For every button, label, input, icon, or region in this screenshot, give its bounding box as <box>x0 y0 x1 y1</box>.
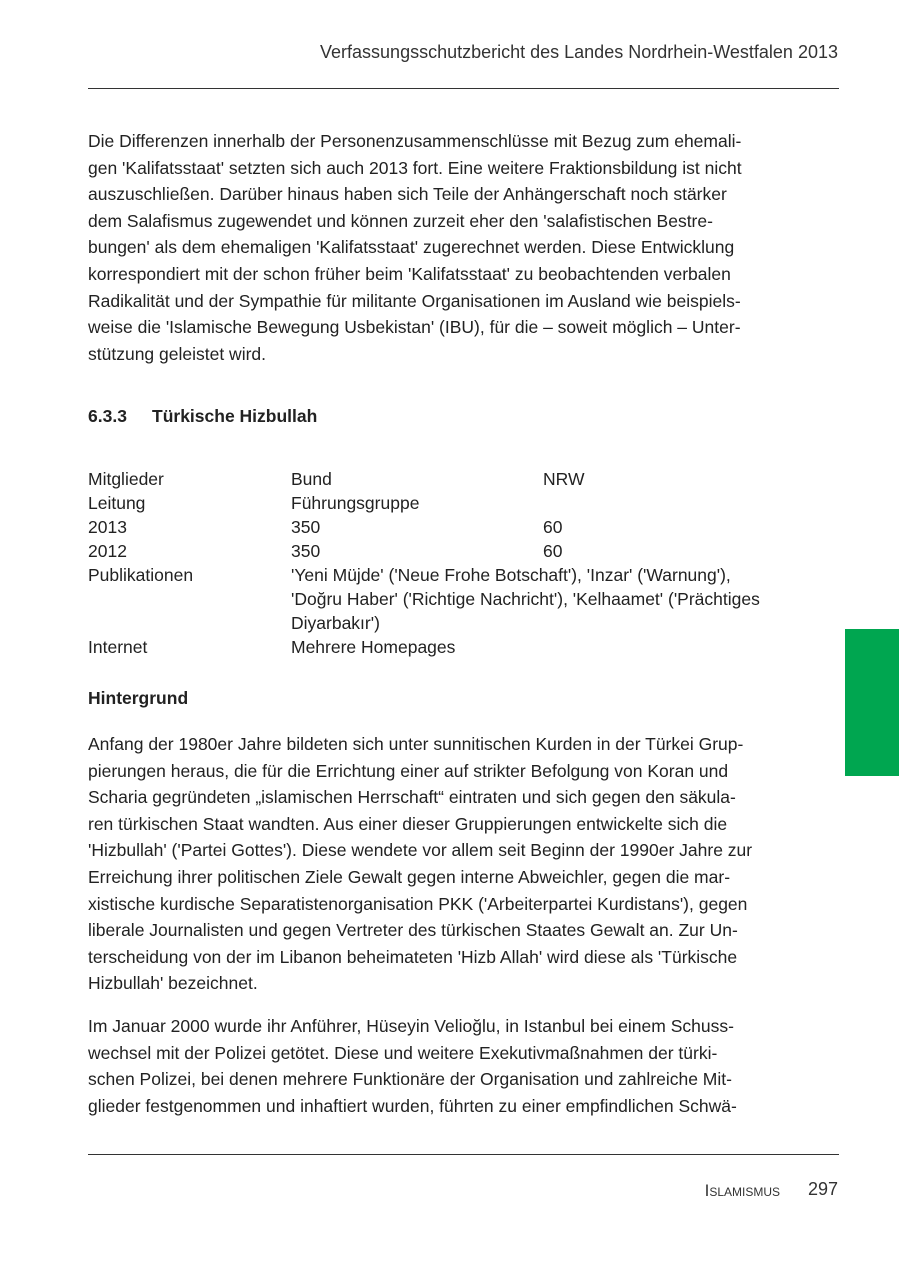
page-number: 297 <box>807 1179 838 1199</box>
intro-paragraph <box>88 128 798 367</box>
paragraph-line: korrespondiert mit der schon früher beim 'Kalifatsstaat' zu beobachtenden verbalen <box>88 263 731 284</box>
paragraph-line: 'Hizbullah' ('Partei Gottes'). Diese wendete vor allem seit Beginn der 1990er Jahre zur <box>88 840 753 861</box>
paragraph-line: wechsel mit der Polizei getötet. Diese und weitere Exekutivmaßnahmen der türki- <box>88 1042 718 1063</box>
publication-line: 'Doğru Haber' ('Richtige Nachricht'), 'Kelhaamet' ('Prächtiges <box>291 589 760 609</box>
table-value-nrw: 60 <box>543 541 563 561</box>
table-label: Internet <box>88 637 148 657</box>
paragraph-line: liberale Journalisten und gegen Vertreter des türkischen Staates Gewalt an. Zur Un- <box>88 920 738 941</box>
background-paragraph-1 <box>88 731 798 997</box>
paragraph-line: bungen' als dem ehemaligen 'Kalifatsstaat' zugerechnet werden. Diese Entwicklung <box>88 237 735 258</box>
table-row-publications <box>88 563 798 635</box>
paragraph-line: gen 'Kalifatsstaat' setzten sich auch 2013 fort. Eine weitere Fraktionsbildung ist nicht <box>88 157 742 178</box>
table-value-bund: 350 <box>291 541 321 561</box>
paragraph-line: Anfang der 1980er Jahre bildeten sich unter sunnitischen Kurden in der Türkei Grup- <box>88 734 744 754</box>
paragraph-line: Erreichung ihrer politischen Ziele Gewalt gegen interne Abweichler, gegen die mar- <box>88 866 731 887</box>
footer-chapter-label: Islamismus <box>704 1181 780 1200</box>
table-value: Mehrere Homepages <box>291 637 456 657</box>
table-value-nrw: 60 <box>543 517 563 537</box>
table-row-leadership <box>88 491 798 515</box>
table-label: 2012 <box>88 541 127 561</box>
paragraph-line: Radikalität und der Sympathie für militante Organisationen im Ausland wie beispiels- <box>88 290 741 311</box>
paragraph-line: ren türkischen Staat wandten. Aus einer dieser Gruppierungen entwickelte sich die <box>88 813 728 834</box>
running-header-title: Verfassungsschutzbericht des Landes Nordrhein-Westfalen 2013 <box>320 42 838 62</box>
paragraph-line: auszuschließen. Darüber hinaus haben sich Teile der Anhängerschaft noch stärker <box>88 184 727 205</box>
table-value <box>291 563 798 635</box>
background-paragraph-2 <box>88 1013 798 1119</box>
paragraph-line: glieder festgenommen und inhaftiert wurden, führten zu einer empfindlichen Schwä- <box>88 1095 737 1116</box>
publication-line: 'Yeni Müjde' ('Neue Frohe Botschaft'), 'Inzar' ('Warnung'), <box>291 565 731 585</box>
paragraph-line: dem Salafismus zugewendet und können zurzeit eher den 'salafistischen Bestre- <box>88 210 713 231</box>
paragraph-line: Im Januar 2000 wurde ihr Anführer, Hüseyin Velioğlu, in Istanbul bei einem Schuss- <box>88 1016 734 1036</box>
table-row-members <box>88 467 798 491</box>
organization-info-table <box>88 467 798 659</box>
paragraph-line: schen Polizei, bei denen mehrere Funktionäre der Organisation und zahlreiche Mit- <box>88 1069 732 1090</box>
table-value-bund: 350 <box>291 517 321 537</box>
table-label: 2013 <box>88 517 127 537</box>
table-label: Mitglieder <box>88 469 164 489</box>
section-heading <box>88 406 317 427</box>
paragraph-line: Hizbullah' bezeichnet. <box>88 973 258 994</box>
paragraph-line: stützung geleistet wird. <box>88 343 267 364</box>
table-label: Leitung <box>88 493 146 513</box>
paragraph-line: weise die 'Islamische Bewegung Usbekistan' (IBU), für die – soweit möglich – Unter- <box>88 317 741 338</box>
table-column-bund: Bund <box>291 469 332 489</box>
table-row-internet <box>88 635 798 659</box>
table-row-2012 <box>88 539 798 563</box>
background-heading: Hintergrund <box>88 688 189 708</box>
section-title: Türkische Hizbullah <box>152 406 318 426</box>
paragraph-line: pierungen heraus, die für die Errichtung einer auf strikter Befolgung von Koran und <box>88 760 729 781</box>
paragraph-line: xistische kurdische Separatistenorganisation PKK ('Arbeiterpartei Kurdistans'), gegen <box>88 893 748 914</box>
table-column-nrw: NRW <box>543 469 585 489</box>
table-label: Publikationen <box>88 565 194 585</box>
header-divider <box>88 88 839 89</box>
paragraph-line: Scharia gegründeten „islamischen Herrschaft“ eintraten und sich gegen den säkula- <box>88 787 736 808</box>
paragraph-line: terscheidung von der im Libanon beheimateten 'Hizb Allah' wird diese als 'Türkische <box>88 946 738 967</box>
paragraph-line: Die Differenzen innerhalb der Personenzusammenschlüsse mit Bezug zum ehemali- <box>88 131 742 151</box>
publication-line: Diyarbakır') <box>291 613 380 633</box>
table-value: Führungsgruppe <box>291 493 420 513</box>
chapter-marker-tab <box>845 629 899 776</box>
table-row-2013 <box>88 515 798 539</box>
footer-divider <box>88 1154 839 1155</box>
section-number: 6.3.3 <box>88 406 127 426</box>
